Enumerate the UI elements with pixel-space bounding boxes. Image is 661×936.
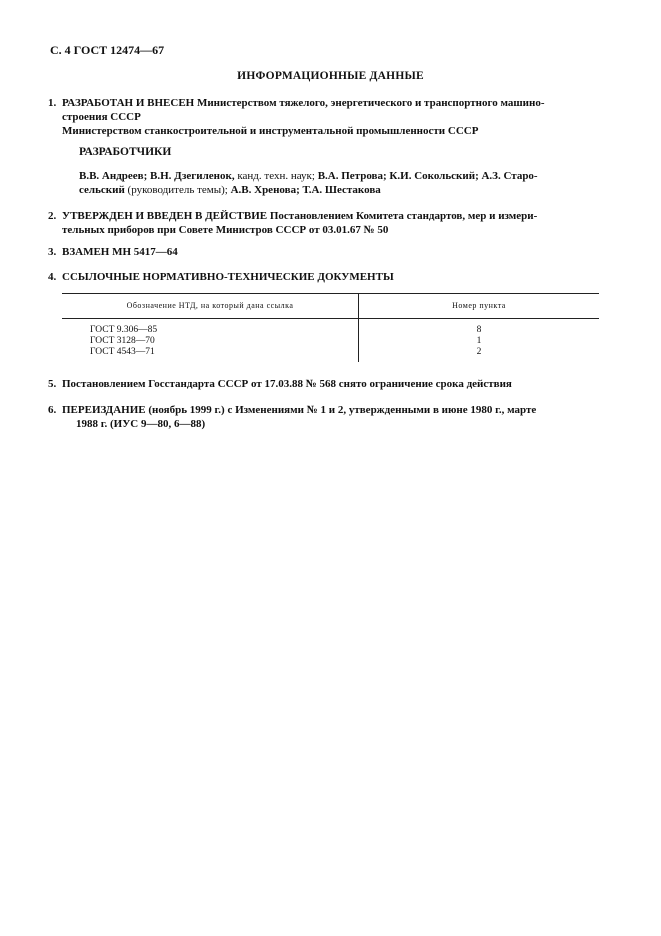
item-4-number: 4. <box>48 271 57 283</box>
item-3-number: 3. <box>48 246 57 258</box>
item-1-line2: строения СССР <box>62 111 141 123</box>
item-3-text: ВЗАМЕН МН 5417—64 <box>62 246 178 258</box>
item-2 <box>48 209 607 237</box>
table-header-doc: Обозначение НТД, на который дана ссылка <box>62 294 359 319</box>
item-6-line2: 1988 г. (ИУС 9—80, 6—88) <box>76 418 206 430</box>
references-table <box>62 293 599 362</box>
developers-heading: РАЗРАБОТЧИКИ <box>79 146 172 158</box>
table-cell-doc: ГОСТ 3128—70 <box>90 336 155 346</box>
item-1-line3: Министерством станкостроительной и инструментальной промышленности СССР <box>62 125 479 137</box>
item-5-number: 5. <box>48 378 57 390</box>
developers-part-4: сельский <box>79 184 125 196</box>
item-1-line1: РАЗРАБОТАН И ВНЕСЕН Министерством тяжелого, энергетического и транспортного машино- <box>62 97 545 109</box>
table-cell-clause: 8 <box>476 325 482 335</box>
item-6 <box>48 403 607 431</box>
item-2-number: 2. <box>48 210 57 222</box>
table-cell-clause: 2 <box>476 347 482 357</box>
developers-part-6: А.В. Хренова; Т.А. Шестакова <box>230 184 381 196</box>
table-header-row <box>62 294 599 319</box>
developers-part-5: (руководитель темы); <box>124 184 231 196</box>
table-cell-clauses <box>359 319 600 363</box>
developers-part-2: канд. техн. наук; <box>234 170 318 182</box>
section-title: ИНФОРМАЦИОННЫЕ ДАННЫЕ <box>237 70 424 82</box>
item-3 <box>48 245 607 259</box>
developers-part-1: В.В. Андреев; В.Н. Дзегиленок, <box>79 170 235 182</box>
page-header: С. 4 ГОСТ 12474—67 <box>50 43 165 57</box>
item-5-text: Постановлением Госстандарта СССР от 17.03.88 № 568 снято ограничение срока действия <box>62 378 512 390</box>
item-1-number: 1. <box>48 97 57 109</box>
table-cell-clause: 1 <box>476 336 482 346</box>
item-1 <box>48 96 607 138</box>
table-row <box>62 319 599 363</box>
item-6-line1: ПЕРЕИЗДАНИЕ (ноябрь 1999 г.) с Изменениями № 1 и 2, утвержденными в июне 1980 г., марте <box>62 404 537 416</box>
developers-part-3: В.А. Петрова; К.И. Сокольский; А.З. Старо- <box>317 170 538 182</box>
developers-list <box>79 169 609 197</box>
item-4 <box>48 270 607 284</box>
table-header-clause: Номер пункта <box>359 294 600 319</box>
item-2-line1: УТВЕРЖДЕН И ВВЕДЕН В ДЕЙСТВИЕ Постановлением Комитета стандартов, мер и измери- <box>62 210 538 222</box>
item-5 <box>48 377 607 391</box>
item-2-line2: тельных приборов при Совете Министров СССР от 03.01.67 № 50 <box>62 224 389 236</box>
table-cell-docs <box>62 319 359 363</box>
table-cell-doc: ГОСТ 9.306—85 <box>90 325 158 335</box>
table-cell-doc: ГОСТ 4543—71 <box>90 347 155 357</box>
item-4-text: ССЫЛОЧНЫЕ НОРМАТИВНО-ТЕХНИЧЕСКИЕ ДОКУМЕНТЫ <box>62 271 394 283</box>
item-6-number: 6. <box>48 404 57 416</box>
